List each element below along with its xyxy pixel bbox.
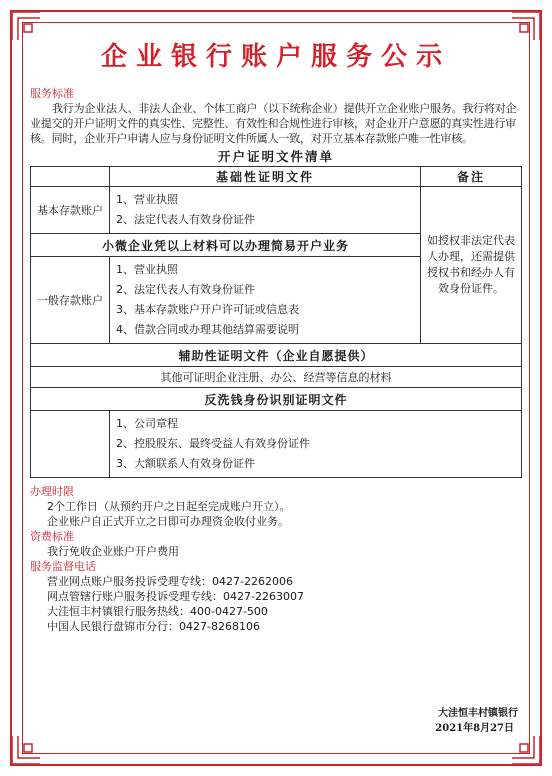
aml-empty-cell (31, 411, 110, 478)
table-header-empty (31, 167, 110, 187)
table-header-row (31, 167, 522, 187)
hotline-line: 网点管辖行账户服务投诉受理专线：0427-2263007 (47, 590, 304, 603)
timeline-heading: 办理时限 (30, 485, 74, 498)
basic-account-items (110, 187, 421, 234)
column-header-basic-docs: 基础性证明文件 (110, 167, 421, 187)
corner-ornament-bottom-right (508, 732, 542, 766)
signature-org: 大洼恒丰村镇银行 (438, 708, 518, 719)
table-row-aml-items (31, 411, 522, 478)
aux-docs-text: 其他可证明企业注册、办公、经营等信息的材料 (31, 367, 522, 388)
list-item: 1、公司章程 (116, 417, 178, 430)
signature-date: 2021年8月27日 (435, 723, 514, 734)
table-row-aml-title (31, 388, 522, 411)
document-list-table (30, 166, 522, 478)
timeline-line: 2个工作日（从预约开户之日起至完成账户开立）。 (47, 500, 291, 513)
timeline-line: 企业账户自正式开立之日即可办理资金收付业务。 (47, 515, 289, 528)
hotline-line: 营业网点账户服务投诉受理专线：0427-2262006 (47, 575, 293, 588)
bottom-sections (30, 484, 522, 634)
small-business-notice: 小微企业凭以上材料可以办理简易开户业务 (31, 234, 421, 257)
note-cell: 如授权非法定代表人办理，还需提供授权书和经办人有效身份证件。 (421, 187, 522, 344)
list-item: 3、大额联系人有效身份证件 (116, 457, 255, 470)
aml-docs-title: 反洗钱身份识别证明文件 (31, 388, 522, 411)
table-row-aux-title (31, 344, 522, 367)
table-row-basic-account (31, 187, 522, 234)
fee-heading: 资费标准 (30, 530, 74, 543)
service-standard-paragraph: 我行为企业法人、非法人企业、个体工商户（以下统称企业）提供开立企业账户服务。我行将对企业提交的开户证明文件的真实性、完整性、有效性和合规性进行审核，对企业开户意愿的真实性进行审核。同时，企业开户申请人应与身份证明文件所属人一致，对开立基本存款账户唯一性审核。 (30, 102, 517, 145)
list-item: 1、营业执照 (116, 193, 178, 206)
list-item: 3、基本存款账户开户许可证或信息表 (116, 303, 299, 316)
general-account-items (110, 257, 421, 344)
hotline-heading: 服务监督电话 (30, 560, 96, 573)
list-item: 2、控股股东、最终受益人有效身份证件 (116, 437, 310, 450)
aux-docs-title: 辅助性证明文件（企业自愿提供） (31, 344, 522, 367)
aml-items (110, 411, 522, 478)
table-row-aux-text (31, 367, 522, 388)
list-item: 4、借款合同或办理其他结算需要说明 (116, 323, 299, 336)
general-account-label: 一般存款账户 (31, 257, 110, 344)
basic-account-label: 基本存款账户 (31, 187, 110, 234)
hotline-line: 大洼恒丰村镇银行服务热线：400-0427-500 (47, 605, 268, 618)
list-item: 2、法定代表人有效身份证件 (116, 213, 255, 226)
page-title: 企业银行账户服务公示 (100, 42, 451, 72)
fee-line: 我行免收企业账户开户费用 (47, 545, 179, 558)
document-list-title: 开户证明文件清单 (217, 149, 334, 164)
service-standard-heading: 服务标准 (30, 87, 74, 100)
corner-ornament-bottom-left (10, 732, 44, 766)
column-header-note: 备注 (421, 167, 522, 187)
hotline-line: 中国人民银行盘锦市分行：0427-8268106 (47, 620, 260, 633)
notice-content (30, 30, 522, 634)
list-item: 2、法定代表人有效身份证件 (116, 283, 255, 296)
list-item: 1、营业执照 (116, 263, 178, 276)
